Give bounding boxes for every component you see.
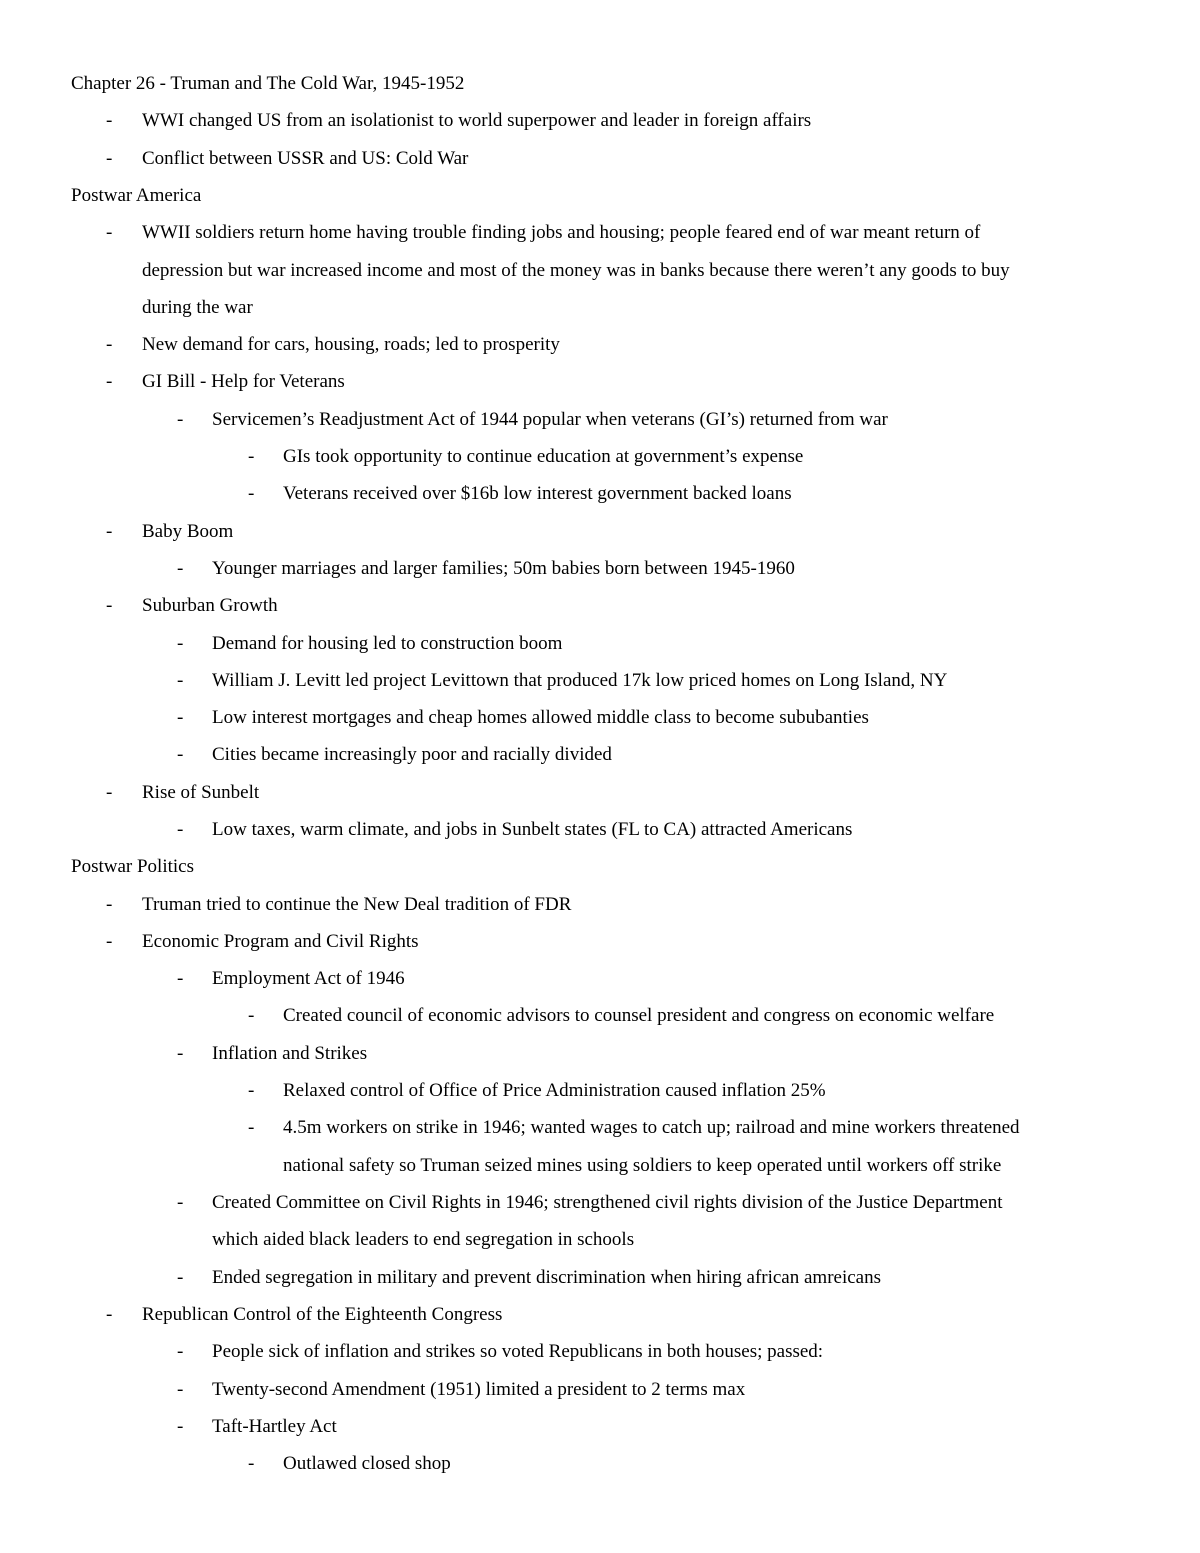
bullet-item-level-3-continuation: national safety so Truman seized mines using soldiers to keep operated until workers off strike: [283, 1155, 1002, 1176]
section-heading: Postwar Politics: [71, 856, 194, 877]
bullet-item-level-2: Younger marriages and larger families; 50m babies born between 1945-1960: [212, 558, 795, 579]
bullet-dash: -: [248, 1117, 255, 1138]
bullet-dash: -: [248, 1080, 255, 1101]
bullet-item-level-2: Demand for housing led to construction boom: [212, 633, 563, 654]
bullet-dash: -: [106, 595, 113, 616]
bullet-dash: -: [106, 1304, 113, 1325]
bullet-item-level-1-continuation: depression but war increased income and most of the money was in banks because there weren’t any goods to buy: [142, 260, 1010, 281]
bullet-dash: -: [106, 110, 113, 131]
bullet-dash: -: [248, 483, 255, 504]
bullet-item-level-2: Twenty-second Amendment (1951) limited a president to 2 terms max: [212, 1379, 746, 1400]
bullet-dash: -: [106, 334, 113, 355]
section-heading: Postwar America: [71, 185, 202, 206]
bullet-dash: -: [177, 1416, 184, 1437]
bullet-item-level-2: Created Committee on Civil Rights in 1946; strengthened civil rights division of the Justice Department: [212, 1192, 1003, 1213]
bullet-item-level-1: Conflict between USSR and US: Cold War: [142, 148, 469, 169]
bullet-dash: -: [248, 1005, 255, 1026]
bullet-item-level-3: Relaxed control of Office of Price Administration caused inflation 25%: [283, 1080, 826, 1101]
bullet-dash: -: [106, 782, 113, 803]
bullet-item-level-3: Created council of economic advisors to counsel president and congress on economic welfare: [283, 1005, 995, 1026]
bullet-item-level-2: Cities became increasingly poor and racially divided: [212, 744, 612, 765]
bullet-item-level-2: Ended segregation in military and prevent discrimination when hiring african amreicans: [212, 1267, 881, 1288]
bullet-dash: -: [177, 1267, 184, 1288]
bullet-dash: -: [106, 521, 113, 542]
section-heading: Chapter 26 - Truman and The Cold War, 1945-1952: [71, 73, 465, 94]
bullet-item-level-2: People sick of inflation and strikes so voted Republicans in both houses; passed:: [212, 1341, 824, 1362]
bullet-dash: -: [177, 558, 184, 579]
bullet-item-level-2: Taft-Hartley Act: [212, 1416, 337, 1437]
bullet-dash: -: [177, 1192, 184, 1213]
bullet-dash: -: [177, 633, 184, 654]
bullet-dash: -: [177, 409, 184, 430]
bullet-dash: -: [106, 148, 113, 169]
bullet-item-level-3: GIs took opportunity to continue education at government’s expense: [283, 446, 804, 467]
bullet-item-level-1: Baby Boom: [142, 521, 234, 542]
bullet-item-level-1: New demand for cars, housing, roads; led to prosperity: [142, 334, 560, 355]
bullet-dash: -: [106, 894, 113, 915]
bullet-item-level-1: Suburban Growth: [142, 595, 278, 616]
bullet-dash: -: [248, 446, 255, 467]
bullet-dash: -: [106, 931, 113, 952]
bullet-item-level-2-continuation: which aided black leaders to end segregation in schools: [212, 1229, 635, 1250]
bullet-item-level-2: Employment Act of 1946: [212, 968, 405, 989]
bullet-item-level-2: William J. Levitt led project Levittown that produced 17k low priced homes on Long Island, NY: [212, 670, 948, 691]
bullet-item-level-1: GI Bill - Help for Veterans: [142, 371, 345, 392]
bullet-item-level-1-continuation: during the war: [142, 297, 253, 318]
bullet-dash: -: [177, 968, 184, 989]
bullet-item-level-1: Rise of Sunbelt: [142, 782, 260, 803]
bullet-dash: -: [177, 819, 184, 840]
bullet-item-level-2: Low taxes, warm climate, and jobs in Sunbelt states (FL to CA) attracted Americans: [212, 819, 853, 840]
bullet-dash: -: [177, 744, 184, 765]
bullet-item-level-2: Inflation and Strikes: [212, 1043, 368, 1064]
bullet-item-level-1: Economic Program and Civil Rights: [142, 931, 419, 952]
bullet-item-level-1: WWI changed US from an isolationist to world superpower and leader in foreign affairs: [142, 110, 812, 131]
bullet-dash: -: [177, 1043, 184, 1064]
bullet-dash: -: [106, 222, 113, 243]
bullet-dash: -: [177, 670, 184, 691]
bullet-dash: -: [177, 1379, 184, 1400]
bullet-item-level-1: Truman tried to continue the New Deal tradition of FDR: [142, 894, 572, 915]
bullet-item-level-3: Outlawed closed shop: [283, 1453, 451, 1474]
bullet-item-level-3: 4.5m workers on strike in 1946; wanted wages to catch up; railroad and mine workers threatened: [283, 1117, 1020, 1138]
bullet-dash: -: [106, 371, 113, 392]
bullet-item-level-2: Servicemen’s Readjustment Act of 1944 popular when veterans (GI’s) returned from war: [212, 409, 888, 430]
bullet-dash: -: [177, 1341, 184, 1362]
bullet-item-level-2: Low interest mortgages and cheap homes allowed middle class to become sububanties: [212, 707, 869, 728]
bullet-item-level-3: Veterans received over $16b low interest government backed loans: [283, 483, 792, 504]
bullet-dash: -: [177, 707, 184, 728]
bullet-dash: -: [248, 1453, 255, 1474]
bullet-item-level-1: WWII soldiers return home having trouble finding jobs and housing; people feared end of war meant return of: [142, 222, 981, 243]
bullet-item-level-1: Republican Control of the Eighteenth Congress: [142, 1304, 503, 1325]
